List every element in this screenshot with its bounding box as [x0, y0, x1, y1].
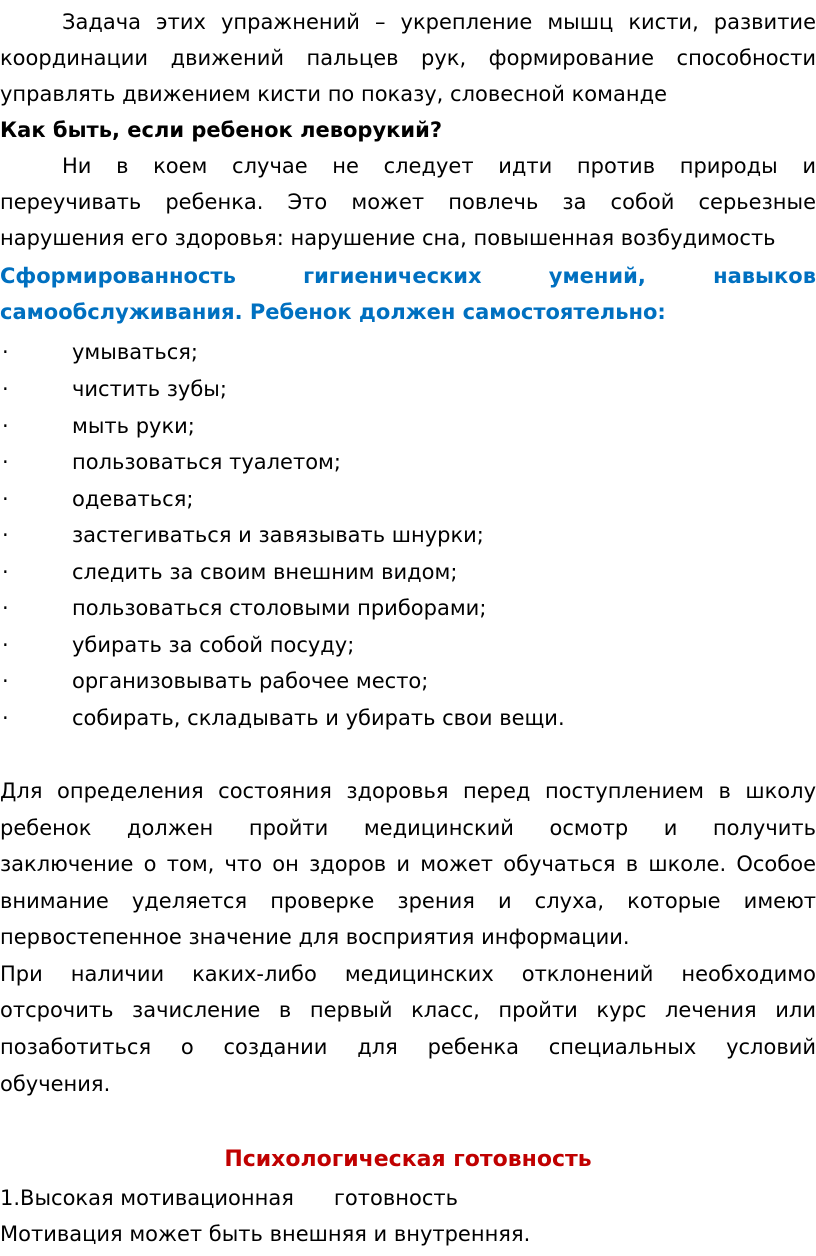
health-line-5: первостепенное значение для восприятия информации. — [0, 925, 630, 949]
hygiene-heading-line-2: самообслуживания. Ребенок должен самостоятельно: — [0, 300, 666, 324]
psychology-heading: Психологическая готовность — [224, 1147, 592, 1172]
list-item — [0, 481, 816, 517]
health-line-3: заключение о том, что он здоров и может обучаться в школе. Особое — [0, 852, 816, 876]
bullet-icon: · — [2, 414, 9, 438]
list-item — [0, 554, 816, 590]
list-item-text: одеваться; — [72, 487, 194, 511]
list-item-text: чистить зубы; — [72, 377, 227, 401]
list-item-text: убирать за собой посуду; — [72, 633, 355, 657]
health-line-1: Для определения состояния здоровья перед поступлением в школу — [0, 779, 816, 803]
left-handed-line-3: нарушения его здоровья: нарушение сна, повышенная возбудимость — [0, 226, 776, 250]
bullet-icon: · — [2, 523, 9, 547]
bullet-icon: · — [2, 706, 9, 730]
list-item — [0, 444, 816, 480]
list-item-text: следить за своим внешним видом; — [72, 560, 458, 584]
bullet-icon: · — [2, 633, 9, 657]
left-handed-line-2: переучивать ребенка. Это может повлечь за собой серьезные — [0, 190, 816, 214]
deviations-line-3: позаботиться о создании для ребенка специальных условий — [0, 1035, 816, 1059]
list-item — [0, 371, 816, 407]
left-handed-heading: Как быть, если ребенок леворукий? — [0, 118, 442, 142]
list-item — [0, 700, 816, 736]
bullet-icon: · — [2, 596, 9, 620]
list-item — [0, 334, 816, 370]
list-item — [0, 663, 816, 699]
left-handed-line-1: Ни в коем случае не следует идти против природы и — [62, 154, 816, 178]
health-line-2: ребенок должен пройти медицинский осмотр и получить — [0, 816, 816, 840]
bullet-icon: · — [2, 377, 9, 401]
list-item-text: застегиваться и завязывать шнурки; — [72, 523, 484, 547]
list-item-text: мыть руки; — [72, 414, 195, 438]
psychology-item-1: 1.Высокая мотивационная готовность — [0, 1186, 458, 1210]
list-item-text: пользоваться столовыми приборами; — [72, 596, 487, 620]
list-item-text: пользоваться туалетом; — [72, 450, 341, 474]
intro-line-3: управлять движением кисти по показу, словесной команде — [0, 82, 668, 106]
list-item-text: умываться; — [72, 340, 198, 364]
list-item — [0, 590, 816, 626]
bullet-icon: · — [2, 487, 9, 511]
list-item — [0, 517, 816, 553]
bullet-icon: · — [2, 669, 9, 693]
deviations-line-1: При наличии каких-либо медицинских отклонений необходимо — [0, 962, 816, 986]
bullet-icon: · — [2, 450, 9, 474]
bullet-icon: · — [2, 560, 9, 584]
hygiene-heading-line-1: Сформированность гигиенических умений, навыков — [0, 264, 816, 288]
list-item — [0, 408, 816, 444]
bullet-icon: · — [2, 340, 9, 364]
health-line-4: внимание уделяется проверке зрения и слуха, которые имеют — [0, 889, 816, 913]
psychology-item-2: Мотивация может быть внешняя и внутренняя. — [0, 1222, 531, 1246]
intro-line-2: координации движений пальцев рук, формирование способности — [0, 46, 816, 70]
intro-line-1: Задача этих упражнений – укрепление мышц кисти, развитие — [62, 10, 816, 34]
list-item — [0, 627, 816, 663]
deviations-line-2: отсрочить зачисление в первый класс, пройти курс лечения или — [0, 998, 816, 1022]
list-item-text: собирать, складывать и убирать свои вещи. — [72, 706, 565, 730]
list-item-text: организовывать рабочее место; — [72, 669, 429, 693]
deviations-line-4: обучения. — [0, 1072, 111, 1096]
